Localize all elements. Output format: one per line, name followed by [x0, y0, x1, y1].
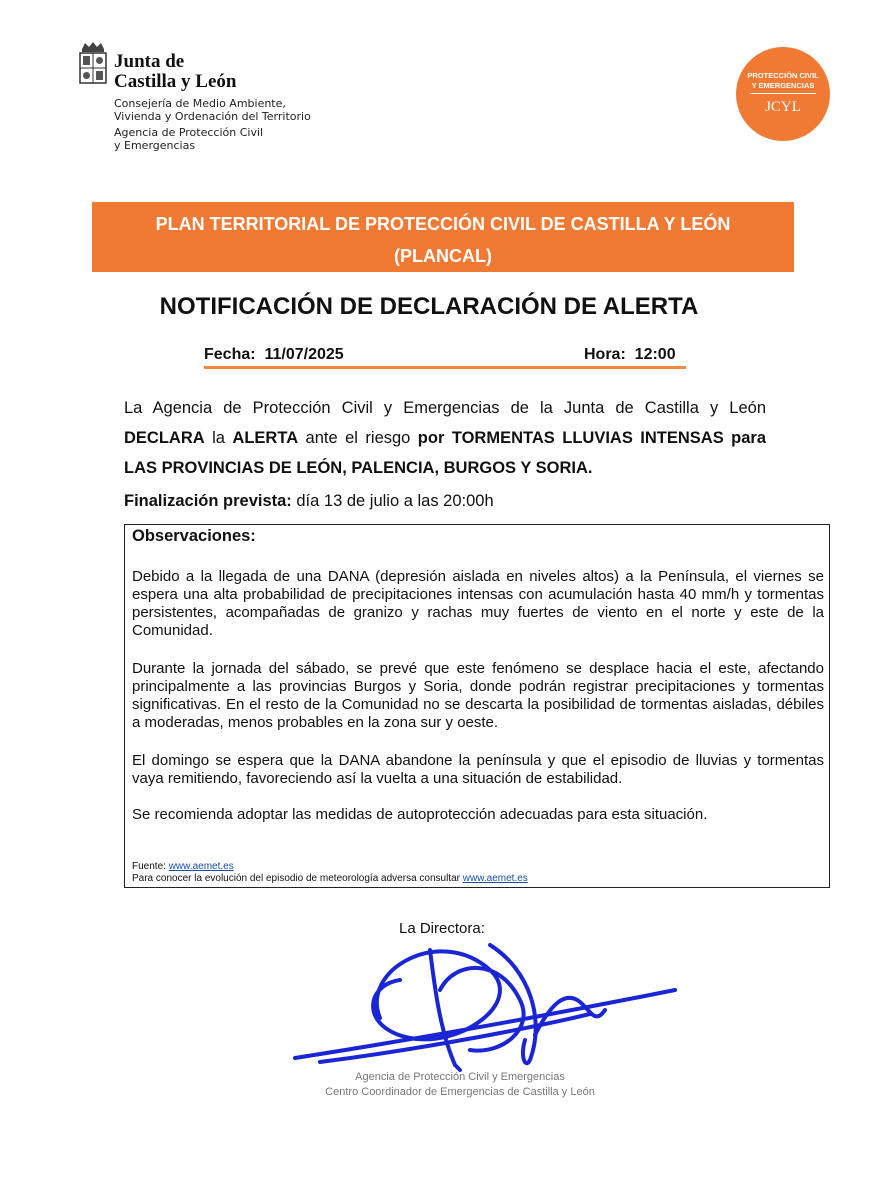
aemet-consult-link[interactable]: www.aemet.es [462, 873, 528, 884]
observaciones-title: Observaciones: [132, 527, 256, 545]
org-name: Junta de Castilla y León [114, 51, 237, 92]
date-underline [204, 366, 686, 369]
observaciones-paragraph: Se recomienda adoptar las medidas de autoprotección adecuadas para esta situación. [132, 806, 708, 823]
consejeria-name: Consejería de Medio Ambiente, Vivienda y Ordenación del Territorio [114, 97, 311, 123]
observaciones-paragraph: Durante la jornada del sábado, se prevé que este fenómeno se desplace hacia el este, afectando principalmente a las provincias Burgos y Soria, donde podrán registrar precipitaciones y tormentas significativas. En el resto de la Comunidad no se descarta la posibilidad de tormentas aisladas, débiles a moderadas, menos probables en la zona sur y oeste. [132, 660, 824, 731]
proteccion-civil-logo: PROTECCIÓN CIVIL Y EMERGENCIAS JCYL [736, 47, 830, 141]
declaration-text: La Agencia de Protección Civil y Emergencias de la Junta de Castilla y León DECLARA la ALERTA ante el riesgo por TORMENTAS LLUVIAS INTENSAS para LAS PROVINCIAS DE LEÓN, PALENCIA, BURGOS Y SORIA. [124, 399, 766, 477]
date-field: Fecha: 11/07/2025 [204, 346, 344, 363]
time-field: Hora: 12:00 [584, 346, 676, 363]
fuente-block: Fuente: www.aemet.es Para conocer la evolución del episodio de meteorología adversa consultar www.aemet.es [132, 861, 528, 884]
logo-divider [750, 93, 816, 94]
handwritten-signature [290, 930, 700, 1080]
coat-of-arms-icon [76, 40, 110, 90]
observaciones-paragraph: El domingo se espera que la DANA abandone la península y que el episodio de lluvias y tormentas vaya remitiendo, favoreciendo así la vuelta a una situación de estabilidad. [132, 752, 824, 787]
signature-footer-centro: Centro Coordinador de Emergencias de Castilla y León [325, 1086, 595, 1098]
finalizacion: Finalización prevista: día 13 de julio a las 20:00h [124, 492, 494, 510]
observaciones-paragraph: Debido a la llegada de una DANA (depresión aislada en niveles altos) a la Península, el viernes se espera una alta probabilidad de precipitaciones intensas con acumulación hasta 40 mm/h y tormentas persistentes, acompañadas de granizo y rachas muy fuertes de viento en el norte y este de la Comunidad. [132, 568, 824, 639]
signature-label: La Directora: [399, 920, 485, 937]
date-value: 11/07/2025 [264, 346, 344, 363]
agency-name: Agencia de Protección Civil y Emergencias [114, 126, 264, 152]
page-title: NOTIFICACIÓN DE DECLARACIÓN DE ALERTA [159, 293, 699, 320]
time-value: 12:00 [634, 346, 676, 363]
signature-footer-agency: Agencia de Protección Civil y Emergencias [355, 1071, 565, 1083]
aemet-link[interactable]: www.aemet.es [168, 861, 234, 872]
plan-banner: PLAN TERRITORIAL DE PROTECCIÓN CIVIL DE CASTILLA Y LEÓN (PLANCAL) [92, 202, 794, 272]
